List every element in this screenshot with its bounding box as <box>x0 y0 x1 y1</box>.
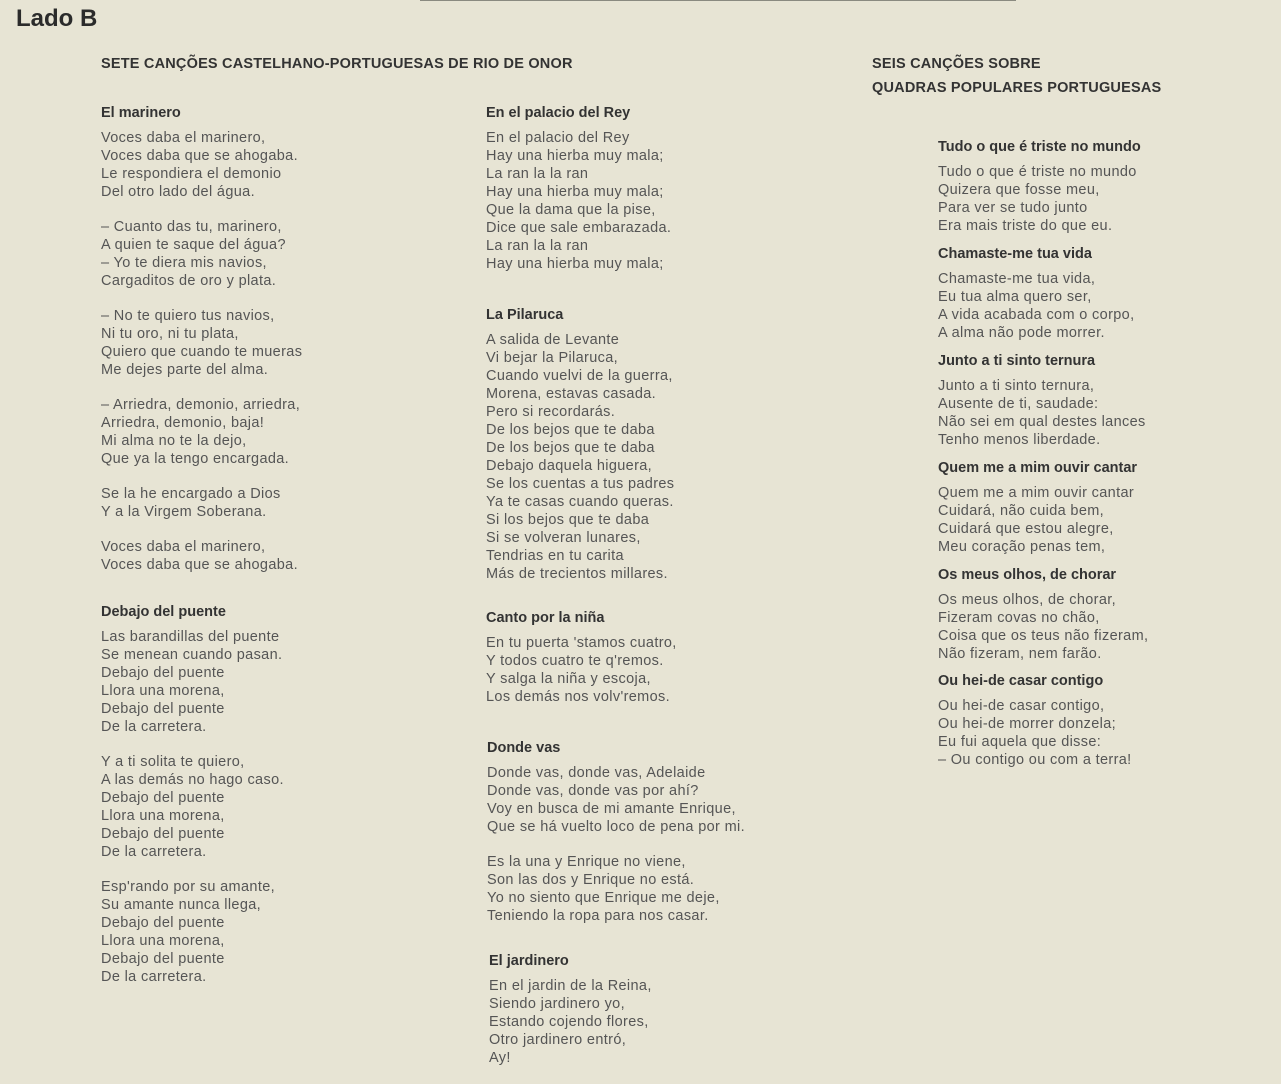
verse-line: Si los bejos que te daba <box>486 512 650 528</box>
verse-line: Que ya la tengo encargada. <box>101 451 290 467</box>
verse-line: Donde vas, donde vas por ahí? <box>487 783 699 799</box>
verse-line: De los bejos que te daba <box>486 422 655 438</box>
stanza <box>938 163 1141 235</box>
verse-line: Coisa que os teus não fizeram, <box>938 628 1149 644</box>
song-title: Os meus olhos, de chorar <box>938 567 1117 583</box>
verse-line: – Yo te diera mis navios, <box>101 255 267 271</box>
song-title: El jardinero <box>489 953 569 969</box>
verse-line: Vi bejar la Pilaruca, <box>486 350 619 366</box>
stanza <box>938 270 1134 342</box>
verse-line: Morena, estavas casada. <box>486 386 657 402</box>
verse-line: Se la he encargado a Dios <box>101 486 281 502</box>
verse-line: La ran la la ran <box>486 238 589 254</box>
song-el-marinero <box>101 104 302 591</box>
verse-line: Ou hei-de morrer donzela; <box>938 716 1116 732</box>
verse-line: Donde vas, donde vas, Adelaide <box>487 765 706 781</box>
verse-line: Es la una y Enrique no viene, <box>487 854 686 870</box>
verse-line: Son las dos y Enrique no está. <box>487 872 695 888</box>
verse-line: Del otro lado del água. <box>101 184 255 200</box>
verse-line: A vida acabada com o corpo, <box>938 307 1135 323</box>
verse-line: Eu tua alma quero ser, <box>938 289 1092 305</box>
song-junto-a-ti-sinto-ternura <box>938 352 1146 466</box>
verse-line: Que la dama que la pise, <box>486 202 656 218</box>
verse-line: Tenho menos liberdade. <box>938 432 1101 448</box>
verse-line: Ay! <box>489 1050 511 1066</box>
verse-line: Y salga la niña y escoja, <box>486 671 651 687</box>
song-title: Quem me a mim ouvir cantar <box>938 460 1138 476</box>
song-title: Canto por la niña <box>486 610 605 626</box>
verse-line: Hay una hierba muy mala; <box>486 148 664 164</box>
verse-line: Debajo daquela higuera, <box>486 458 653 474</box>
verse-line: A alma não pode morrer. <box>938 325 1105 341</box>
verse-line: Mi alma no te la dejo, <box>101 433 247 449</box>
verse-line: Y todos cuatro te q'remos. <box>486 653 664 669</box>
verse-line: Cargaditos de oro y plata. <box>101 273 277 289</box>
stanza <box>487 853 745 925</box>
stanza <box>101 307 302 379</box>
verse-line: Si se volveran lunares, <box>486 530 641 546</box>
verse-line: Se menean cuando pasan. <box>101 647 283 663</box>
verse-line: Era mais triste do que eu. <box>938 218 1113 234</box>
verse-line: – No te quiero tus navios, <box>101 308 275 324</box>
verse-line: Voces daba que se ahogaba. <box>101 148 298 164</box>
song-en-el-palacio-del-rey <box>486 104 671 290</box>
song-title: Donde vas <box>487 740 561 756</box>
verse-line: Más de trecientos millares. <box>486 566 668 582</box>
song-la-pilaruca <box>486 306 674 600</box>
section-title-line-1: SEIS CANÇÕES SOBRE <box>872 56 1041 72</box>
verse-line: De los bejos que te daba <box>486 440 655 456</box>
stanza <box>489 977 652 1067</box>
song-title: Junto a ti sinto ternura <box>938 353 1096 369</box>
verse-line: Pero si recordarás. <box>486 404 616 420</box>
verse-line: A quien te saque del água? <box>101 237 286 253</box>
song-title: En el palacio del Rey <box>486 105 631 121</box>
verse-line: La ran la la ran <box>486 166 589 182</box>
verse-line: Debajo del puente <box>101 826 225 842</box>
stanza <box>486 634 677 706</box>
stanza <box>486 129 671 273</box>
verse-line: Cuidará que estou alegre, <box>938 521 1114 537</box>
verse-line: En tu puerta 'stamos cuatro, <box>486 635 677 651</box>
verse-line: Quiero que cuando te mueras <box>101 344 303 360</box>
stanza <box>101 753 284 861</box>
verse-line: – Ou contigo ou com a terra! <box>938 752 1132 768</box>
verse-line: Le respondiera el demonio <box>101 166 282 182</box>
verse-line: Dice que sale embarazada. <box>486 220 672 236</box>
verse-line: Y a ti solita te quiero, <box>101 754 245 770</box>
verse-line: Eu fui aquela que disse: <box>938 734 1102 750</box>
section-title-castelhano <box>101 52 573 76</box>
verse-line: Su amante nunca llega, <box>101 897 262 913</box>
verse-line: Ni tu oro, ni tu plata, <box>101 326 239 342</box>
verse-line: Não sei em qual destes lances <box>938 414 1146 430</box>
verse-line: Tendrias en tu carita <box>486 548 624 564</box>
verse-line: Debajo del puente <box>101 665 225 681</box>
song-title: Ou hei-de casar contigo <box>938 673 1104 689</box>
verse-line: – Cuanto das tu, marinero, <box>101 219 282 235</box>
verse-line: Me dejes parte del alma. <box>101 362 269 378</box>
stanza <box>486 331 674 583</box>
verse-line: En el palacio del Rey <box>486 130 630 146</box>
song-quem-me-a-mim-ouvir-cantar <box>938 459 1137 573</box>
verse-line: A salida de Levante <box>486 332 620 348</box>
verse-line: Debajo del puente <box>101 790 225 806</box>
song-title: Chamaste-me tua vida <box>938 246 1092 262</box>
song-title: El marinero <box>101 105 181 121</box>
verse-line: Los demás nos volv'remos. <box>486 689 670 705</box>
section-title-line-2: QUADRAS POPULARES PORTUGUESAS <box>872 80 1162 96</box>
verse-line: Ausente de ti, saudade: <box>938 396 1099 412</box>
verse-line: Voces daba el marinero, <box>101 130 266 146</box>
verse-line: Chamaste-me tua vida, <box>938 271 1096 287</box>
verse-line: Yo no siento que Enrique me deje, <box>487 890 720 906</box>
stanza <box>487 764 745 836</box>
song-title: La Pilaruca <box>486 307 564 323</box>
verse-line: De la carretera. <box>101 844 207 860</box>
song-title: Debajo del puente <box>101 604 226 620</box>
stanza <box>101 396 302 468</box>
verse-line: Voces daba que se ahogaba. <box>101 557 298 573</box>
song-el-jardinero <box>489 952 652 1084</box>
verse-line: Cuidará, não cuida bem, <box>938 503 1105 519</box>
verse-line: Debajo del puente <box>101 951 225 967</box>
verse-line: Hay una hierba muy mala; <box>486 256 664 272</box>
song-chamaste-me-tua-vida <box>938 245 1134 359</box>
verse-line: Fizeram covas no chão, <box>938 610 1100 626</box>
verse-line: Siendo jardinero yo, <box>489 996 625 1012</box>
verse-line: Se los cuentas a tus padres <box>486 476 675 492</box>
stanza <box>101 538 302 574</box>
stanza <box>938 377 1146 449</box>
song-tudo-o-que-e-triste <box>938 138 1141 252</box>
verse-line: Hay una hierba muy mala; <box>486 184 664 200</box>
verse-line: A las demás no hago caso. <box>101 772 284 788</box>
stanza <box>101 878 284 986</box>
verse-line: Arriedra, demonio, baja! <box>101 415 265 431</box>
stanza <box>938 697 1132 769</box>
verse-line: Ya te casas cuando queras. <box>486 494 674 510</box>
verse-line: Otro jardinero entró, <box>489 1032 627 1048</box>
stanza <box>938 591 1148 663</box>
side-title: Lado B <box>16 5 98 32</box>
top-rule <box>420 0 1016 1</box>
verse-line: Teniendo la ropa para nos casar. <box>487 908 709 924</box>
song-canto-por-la-nina <box>486 609 677 723</box>
verse-line: Que se há vuelto loco de pena por mi. <box>487 819 745 835</box>
verse-line: Las barandillas del puente <box>101 629 280 645</box>
verse-line: Llora una morena, <box>101 933 225 949</box>
verse-line: Estando cojendo flores, <box>489 1014 649 1030</box>
verse-line: – Arriedra, demonio, arriedra, <box>101 397 301 413</box>
song-donde-vas <box>487 739 745 942</box>
verse-line: Quem me a mim ouvir cantar <box>938 485 1135 501</box>
verse-line: Meu coração penas tem, <box>938 539 1106 555</box>
verse-line: Voy en busca de mi amante Enrique, <box>487 801 736 817</box>
verse-line: Os meus olhos, de chorar, <box>938 592 1116 608</box>
section-title-line: SETE CANÇÕES CASTELHANO-PORTUGUESAS DE RIO DE ONOR <box>101 56 573 72</box>
verse-line: Ou hei-de casar contigo, <box>938 698 1105 714</box>
song-os-meus-olhos-de-chorar <box>938 566 1148 680</box>
verse-line: Y a la Virgem Soberana. <box>101 504 267 520</box>
verse-line: Quizera que fosse meu, <box>938 182 1100 198</box>
verse-line: Esp'rando por su amante, <box>101 879 275 895</box>
stanza <box>101 129 302 201</box>
verse-line: Tudo o que é triste no mundo <box>938 164 1137 180</box>
verse-line: Llora una morena, <box>101 808 225 824</box>
verse-line: Voces daba el marinero, <box>101 539 266 555</box>
verse-line: Cuando vuelvi de la guerra, <box>486 368 673 384</box>
verse-line: De la carretera. <box>101 969 207 985</box>
verse-line: Llora una morena, <box>101 683 225 699</box>
verse-line: Para ver se tudo junto <box>938 200 1088 216</box>
stanza <box>101 628 284 736</box>
song-ou-hei-de-casar-contigo <box>938 672 1132 786</box>
verse-line: Debajo del puente <box>101 915 225 931</box>
section-title-quadras <box>872 52 1161 100</box>
verse-line: Debajo del puente <box>101 701 225 717</box>
stanza <box>101 218 302 290</box>
verse-line: En el jardin de la Reina, <box>489 978 652 994</box>
stanza <box>938 484 1137 556</box>
verse-line: De la carretera. <box>101 719 207 735</box>
verse-line: Não fizeram, nem farão. <box>938 646 1102 662</box>
song-debajo-del-puente <box>101 603 284 1003</box>
verse-line: Junto a ti sinto ternura, <box>938 378 1095 394</box>
song-title: Tudo o que é triste no mundo <box>938 139 1141 155</box>
stanza <box>101 485 302 521</box>
